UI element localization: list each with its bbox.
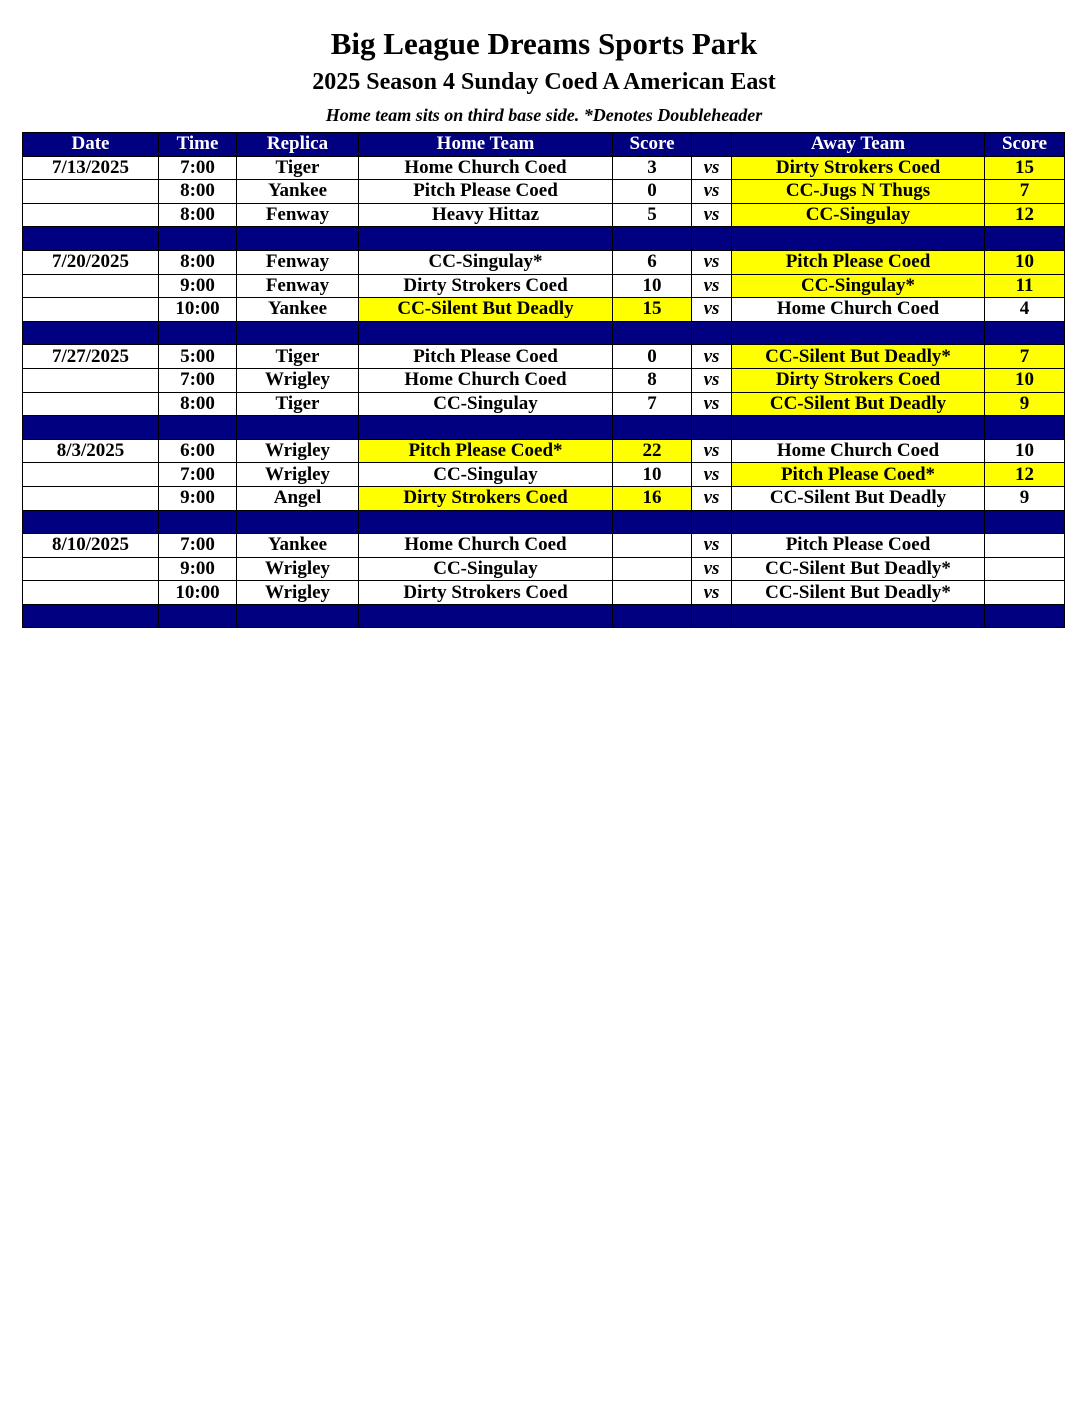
separator-cell: [23, 321, 159, 345]
away-team: CC-Jugs N Thugs: [732, 180, 985, 204]
game-time: 8:00: [159, 203, 237, 227]
game-row: [23, 298, 1065, 322]
game-row: [23, 392, 1065, 416]
separator-cell: [159, 510, 237, 534]
game-time: 7:00: [159, 368, 237, 392]
replica-field: Fenway: [237, 274, 359, 298]
home-team: Home Church Coed: [359, 534, 613, 558]
game-row: [23, 250, 1065, 274]
home-team: Home Church Coed: [359, 368, 613, 392]
page-title: Big League Dreams Sports Park: [330, 26, 758, 61]
home-score: 8: [613, 368, 692, 392]
replica-field: Yankee: [237, 534, 359, 558]
away-score: [985, 581, 1065, 605]
game-date: [23, 557, 159, 581]
game-time: 8:00: [159, 392, 237, 416]
replica-field: Wrigley: [237, 463, 359, 487]
separator-cell: [732, 510, 985, 534]
game-row: [23, 557, 1065, 581]
away-team: Pitch Please Coed*: [732, 463, 985, 487]
home-team: CC-Silent But Deadly: [359, 298, 613, 322]
separator-cell: [237, 416, 359, 440]
col-header-time: Time: [159, 133, 237, 157]
replica-field: Wrigley: [237, 439, 359, 463]
vs-label: vs: [692, 156, 732, 180]
game-row: [23, 486, 1065, 510]
home-team: CC-Singulay: [359, 463, 613, 487]
game-date: 7/20/2025: [23, 250, 159, 274]
vs-label: vs: [692, 463, 732, 487]
away-team: CC-Silent But Deadly: [732, 486, 985, 510]
separator-cell: [359, 416, 613, 440]
separator-cell: [985, 227, 1065, 251]
separator-cell: [692, 227, 732, 251]
home-score: [613, 534, 692, 558]
replica-field: Wrigley: [237, 581, 359, 605]
away-score: 4: [985, 298, 1065, 322]
away-score: [985, 534, 1065, 558]
game-time: 6:00: [159, 439, 237, 463]
header-row: [23, 133, 1065, 157]
vs-label: vs: [692, 250, 732, 274]
home-score: 10: [613, 274, 692, 298]
game-date: [23, 203, 159, 227]
game-date: 7/27/2025: [23, 345, 159, 369]
separator-cell: [159, 416, 237, 440]
game-date: [23, 581, 159, 605]
game-time: 9:00: [159, 486, 237, 510]
game-date: [23, 368, 159, 392]
home-score: [613, 557, 692, 581]
separator-cell: [237, 227, 359, 251]
separator-cell: [359, 604, 613, 628]
away-score: 12: [985, 203, 1065, 227]
replica-field: Tiger: [237, 156, 359, 180]
game-date: [23, 298, 159, 322]
col-header-away-score: Score: [985, 133, 1065, 157]
replica-field: Fenway: [237, 250, 359, 274]
game-row: [23, 439, 1065, 463]
home-team: Heavy Hittaz: [359, 203, 613, 227]
doubleheader-note: Home team sits on third base side. *Denotes Doubleheader: [325, 105, 763, 125]
separator-cell: [692, 416, 732, 440]
separator-cell: [237, 321, 359, 345]
game-time: 10:00: [159, 298, 237, 322]
separator-row: [23, 416, 1065, 440]
game-date: 8/10/2025: [23, 534, 159, 558]
separator-cell: [359, 227, 613, 251]
game-time: 7:00: [159, 156, 237, 180]
home-team: Pitch Please Coed: [359, 345, 613, 369]
away-score: 10: [985, 250, 1065, 274]
game-row: [23, 156, 1065, 180]
game-row: [23, 368, 1065, 392]
separator-cell: [613, 321, 692, 345]
home-score: 3: [613, 156, 692, 180]
separator-cell: [159, 321, 237, 345]
home-team: Dirty Strokers Coed: [359, 581, 613, 605]
away-score: 7: [985, 180, 1065, 204]
away-team: Pitch Please Coed: [732, 534, 985, 558]
separator-cell: [732, 321, 985, 345]
vs-label: vs: [692, 486, 732, 510]
game-row: [23, 463, 1065, 487]
away-team: CC-Silent But Deadly: [732, 392, 985, 416]
separator-cell: [732, 416, 985, 440]
vs-label: vs: [692, 534, 732, 558]
vs-label: vs: [692, 345, 732, 369]
home-score: [613, 581, 692, 605]
separator-cell: [237, 604, 359, 628]
separator-cell: [985, 604, 1065, 628]
game-date: 8/3/2025: [23, 439, 159, 463]
separator-cell: [613, 227, 692, 251]
away-score: 10: [985, 368, 1065, 392]
home-team: CC-Singulay: [359, 392, 613, 416]
game-row: [23, 180, 1065, 204]
away-score: 11: [985, 274, 1065, 298]
home-team: Pitch Please Coed*: [359, 439, 613, 463]
separator-cell: [613, 416, 692, 440]
game-time: 5:00: [159, 345, 237, 369]
separator-cell: [23, 227, 159, 251]
game-time: 9:00: [159, 557, 237, 581]
away-team: Pitch Please Coed: [732, 250, 985, 274]
home-score: 5: [613, 203, 692, 227]
vs-label: vs: [692, 298, 732, 322]
away-team: Dirty Strokers Coed: [732, 156, 985, 180]
away-team: Home Church Coed: [732, 439, 985, 463]
game-row: [23, 534, 1065, 558]
separator-row: [23, 604, 1065, 628]
away-score: 15: [985, 156, 1065, 180]
home-score: 22: [613, 439, 692, 463]
replica-field: Fenway: [237, 203, 359, 227]
game-date: [23, 180, 159, 204]
home-team: Dirty Strokers Coed: [359, 486, 613, 510]
game-row: [23, 274, 1065, 298]
home-score: 10: [613, 463, 692, 487]
separator-cell: [732, 227, 985, 251]
away-team: CC-Silent But Deadly*: [732, 581, 985, 605]
away-team: Home Church Coed: [732, 298, 985, 322]
replica-field: Yankee: [237, 298, 359, 322]
replica-field: Tiger: [237, 392, 359, 416]
away-team: CC-Silent But Deadly*: [732, 345, 985, 369]
vs-label: vs: [692, 581, 732, 605]
separator-row: [23, 321, 1065, 345]
home-team: Pitch Please Coed: [359, 180, 613, 204]
separator-cell: [359, 321, 613, 345]
replica-field: Wrigley: [237, 368, 359, 392]
game-date: [23, 392, 159, 416]
home-score: 0: [613, 180, 692, 204]
separator-cell: [692, 321, 732, 345]
home-score: 6: [613, 250, 692, 274]
vs-label: vs: [692, 274, 732, 298]
vs-label: vs: [692, 203, 732, 227]
separator-cell: [732, 604, 985, 628]
separator-cell: [613, 604, 692, 628]
home-score: 0: [613, 345, 692, 369]
col-header-date: Date: [23, 133, 159, 157]
separator-cell: [237, 510, 359, 534]
away-score: 7: [985, 345, 1065, 369]
home-team: Home Church Coed: [359, 156, 613, 180]
game-time: 8:00: [159, 250, 237, 274]
away-score: 12: [985, 463, 1065, 487]
game-date: [23, 486, 159, 510]
vs-label: vs: [692, 557, 732, 581]
page-subtitle: 2025 Season 4 Sunday Coed A American East: [312, 69, 776, 95]
schedule-body: [23, 156, 1065, 628]
game-date: [23, 463, 159, 487]
game-time: 7:00: [159, 534, 237, 558]
replica-field: Tiger: [237, 345, 359, 369]
separator-cell: [23, 510, 159, 534]
col-header-away-team: Away Team: [732, 133, 985, 157]
replica-field: Angel: [237, 486, 359, 510]
separator-row: [23, 510, 1065, 534]
away-score: 9: [985, 486, 1065, 510]
separator-cell: [359, 510, 613, 534]
col-header-home-team: Home Team: [359, 133, 613, 157]
col-header-replica: Replica: [237, 133, 359, 157]
away-team: CC-Singulay: [732, 203, 985, 227]
separator-cell: [985, 321, 1065, 345]
home-team: CC-Singulay*: [359, 250, 613, 274]
separator-row: [23, 227, 1065, 251]
vs-label: vs: [692, 392, 732, 416]
game-date: [23, 274, 159, 298]
replica-field: Wrigley: [237, 557, 359, 581]
home-team: Dirty Strokers Coed: [359, 274, 613, 298]
away-team: Dirty Strokers Coed: [732, 368, 985, 392]
home-team: CC-Singulay: [359, 557, 613, 581]
vs-label: vs: [692, 180, 732, 204]
col-header-vs: [692, 133, 732, 157]
game-row: [23, 581, 1065, 605]
vs-label: vs: [692, 439, 732, 463]
game-time: 7:00: [159, 463, 237, 487]
separator-cell: [985, 510, 1065, 534]
game-time: 9:00: [159, 274, 237, 298]
away-score: [985, 557, 1065, 581]
separator-cell: [159, 227, 237, 251]
away-team: CC-Singulay*: [732, 274, 985, 298]
game-row: [23, 203, 1065, 227]
separator-cell: [692, 604, 732, 628]
vs-label: vs: [692, 368, 732, 392]
away-score: 10: [985, 439, 1065, 463]
home-score: 16: [613, 486, 692, 510]
game-time: 8:00: [159, 180, 237, 204]
home-score: 15: [613, 298, 692, 322]
separator-cell: [159, 604, 237, 628]
replica-field: Yankee: [237, 180, 359, 204]
game-row: [23, 345, 1065, 369]
home-score: 7: [613, 392, 692, 416]
away-team: CC-Silent But Deadly*: [732, 557, 985, 581]
separator-cell: [692, 510, 732, 534]
away-score: 9: [985, 392, 1065, 416]
separator-cell: [23, 416, 159, 440]
game-date: 7/13/2025: [23, 156, 159, 180]
col-header-home-score: Score: [613, 133, 692, 157]
separator-cell: [23, 604, 159, 628]
game-time: 10:00: [159, 581, 237, 605]
schedule-table: [22, 132, 1065, 628]
separator-cell: [985, 416, 1065, 440]
separator-cell: [613, 510, 692, 534]
